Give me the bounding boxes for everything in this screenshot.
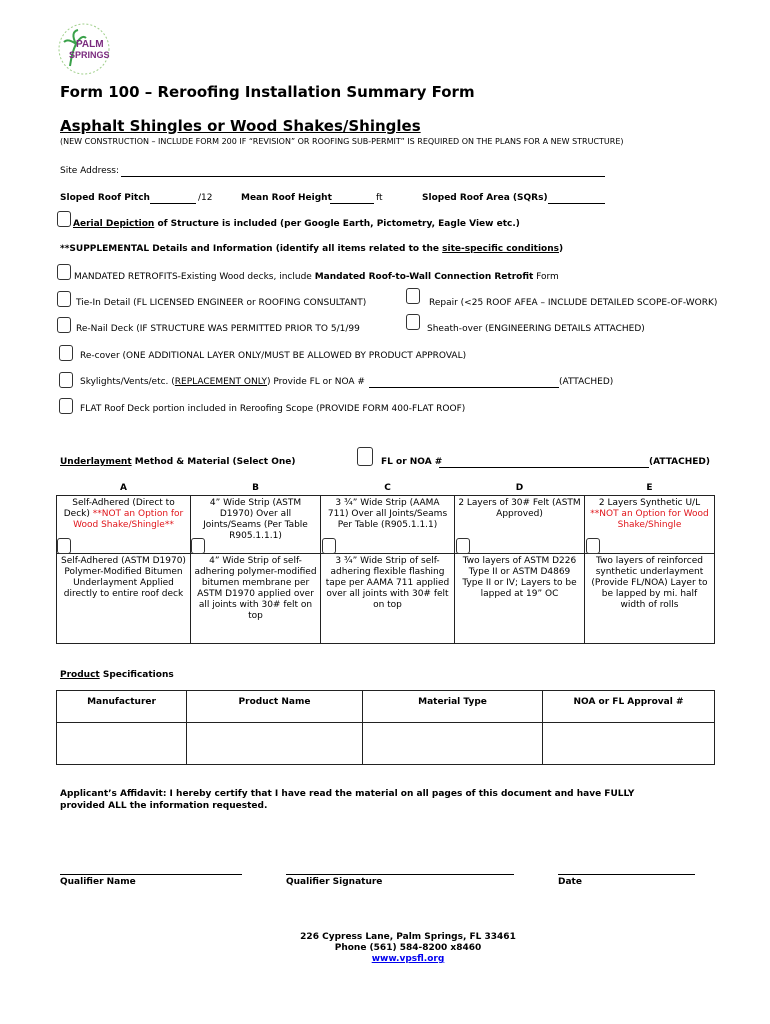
flat-roof-text: FLAT Roof Deck portion included in Reroofing Scope (PROVIDE FORM 400-FLAT ROOF): [80, 404, 466, 414]
product-header-row: [57, 691, 715, 723]
method-b-description: [191, 496, 321, 554]
footer-website-link[interactable]: www.vpsfl.org: [371, 954, 445, 964]
aerial-depiction-text: [73, 219, 520, 230]
product-specifications-heading: [60, 670, 174, 681]
sloped-roof-area-input[interactable]: [548, 192, 605, 204]
method-letter-b: B: [252, 483, 259, 493]
product-heading-rest: Specifications: [99, 670, 174, 680]
logo-text-bottom: SPRINGS: [69, 50, 110, 60]
method-detail-row: [57, 554, 715, 644]
sheath-over-text: Sheath-over (ENGINEERING DETAILS ATTACHED): [427, 324, 645, 334]
method-letter-c: C: [384, 483, 391, 493]
tie-in-detail-text: Tie-In Detail (FL LICENSED ENGINEER or ROOFING CONSULTANT): [76, 298, 367, 308]
renail-deck-text: Re-Nail Deck (IF STRUCTURE WAS PERMITTED PRIOR TO 5/1/99: [76, 324, 360, 334]
underlayment-noa-label: FL or NOA #: [381, 457, 443, 467]
product-heading-underlined: Product: [60, 670, 100, 680]
method-letter-a: A: [120, 483, 127, 493]
underlayment-rest: Method & Material (Select One): [131, 457, 296, 467]
method-d-checkbox[interactable]: [456, 538, 470, 554]
supplemental-post: ): [559, 244, 564, 254]
skylights-noa-input[interactable]: [369, 376, 559, 388]
method-c-detail: 3 ¾” Wide Strip of self-adhering flexible flashing tape per AAMA 711 applied over all joints with 30# felt on top: [321, 554, 455, 644]
method-letter-row: [57, 482, 715, 496]
method-c-text: 3 ¾” Wide Strip (AAMA 711) Over all Joints/Seams Per Table (R905.1.1.1): [327, 498, 448, 530]
skylights-checkbox[interactable]: [59, 372, 73, 388]
skylights-underlined: REPLACEMENT ONLY: [174, 377, 268, 387]
qualifier-signature-line[interactable]: [286, 874, 514, 875]
sloped-roof-area-label: Sloped Roof Area (SQRs): [422, 193, 548, 203]
form-title: Form 100 – Reroofing Installation Summary Form: [60, 83, 475, 101]
product-name-cell[interactable]: [187, 723, 363, 765]
method-e-checkbox[interactable]: [586, 538, 600, 554]
method-a-red: **NOT an Option for Wood Shake/Shingle**: [73, 509, 184, 530]
method-b-text: 4” Wide Strip (ASTM D1970) Over all Joints/Seams (Per Table R905.1.1.1): [203, 498, 308, 541]
footer-phone: Phone (561) 584-8200 x8460: [334, 943, 482, 953]
method-a-text: Self-Adhered (Direct to Deck): [63, 498, 175, 519]
method-e-red: **NOT an Option for Wood Shake/Shingle: [590, 509, 709, 530]
method-letter-d: D: [515, 483, 524, 493]
skylights-pre: Skylights/Vents/etc. (: [80, 377, 175, 387]
repair-checkbox[interactable]: [406, 288, 420, 304]
supplemental-underlined: site-specific conditions: [442, 244, 559, 254]
tie-in-detail-checkbox[interactable]: [57, 291, 71, 307]
aerial-depiction-link-text: Aerial Depiction: [73, 219, 155, 229]
fl-noa-checkbox[interactable]: [357, 447, 373, 466]
qualifier-signature-label: Qualifier Signature: [286, 877, 383, 887]
method-a-description: [57, 496, 191, 554]
flat-roof-checkbox[interactable]: [59, 398, 73, 414]
supplemental-heading: [60, 244, 563, 255]
method-d-description: [455, 496, 585, 554]
renail-deck-checkbox[interactable]: [57, 317, 71, 333]
product-specifications-table: [56, 690, 715, 765]
recover-checkbox[interactable]: [59, 345, 73, 361]
approval-number-header: NOA or FL Approval #: [543, 691, 715, 723]
method-c-description: [321, 496, 455, 554]
site-address-label: Site Address:: [60, 166, 120, 176]
footer-address: 226 Cypress Lane, Palm Springs, FL 33461: [300, 932, 516, 942]
manufacturer-header: Manufacturer: [57, 691, 187, 723]
method-d-detail: Two layers of ASTM D226 Type II or ASTM D4869 Type II or IV; Layers to be lapped at 19” OC: [455, 554, 585, 644]
qualifier-name-line[interactable]: [60, 874, 242, 875]
aerial-depiction-checkbox[interactable]: [57, 211, 71, 227]
mean-roof-height-suffix: ft: [376, 193, 383, 203]
recover-text: Re-cover (ONE ADDITIONAL LAYER ONLY/MUST BE ALLOWED BY PRODUCT APPROVAL): [80, 351, 467, 361]
method-a-detail: Self-Adhered (ASTM D1970) Polymer-Modified Bitumen Underlayment Applied directly to entire roof deck: [57, 554, 191, 644]
repair-text: Repair (<25 ROOF AFEA – INCLUDE DETAILED SCOPE-OF-WORK): [429, 298, 718, 308]
mandated-pre: MANDATED RETROFITS-Existing Wood decks, include: [74, 272, 315, 282]
method-e-text: 2 Layers Synthetic U/L: [598, 498, 701, 508]
date-label: Date: [558, 877, 582, 887]
sloped-roof-pitch-label: Sloped Roof Pitch: [60, 193, 150, 203]
method-letter-e: E: [646, 483, 653, 493]
date-line[interactable]: [558, 874, 695, 875]
method-a-checkbox[interactable]: [57, 538, 71, 554]
aerial-depiction-rest: of Structure is included (per Google Earth, Pictometry, Eagle View etc.): [154, 219, 520, 229]
mean-roof-height-input[interactable]: [330, 192, 374, 204]
method-b-checkbox[interactable]: [191, 538, 205, 554]
qualifier-name-label: Qualifier Name: [60, 877, 136, 887]
method-e-detail: Two layers of reinforced synthetic underlayment (Provide FL/NOA) Layer to be lapped by mi. half width of rolls: [585, 554, 715, 644]
logo-text-top: PALM: [76, 39, 104, 50]
form-subtitle: Asphalt Shingles or Wood Shakes/Shingles: [60, 117, 421, 135]
skylights-post: ) Provide FL or NOA #: [267, 377, 365, 387]
method-description-row: [57, 496, 715, 554]
mandated-retrofits-checkbox[interactable]: [57, 264, 71, 280]
mandated-post: Form: [533, 272, 559, 282]
method-e-description: [585, 496, 715, 554]
underlayment-attached: (ATTACHED): [649, 457, 711, 467]
mandated-bold: Mandated Roof-to-Wall Connection Retrofit: [314, 272, 534, 282]
mandated-retrofits-text: [74, 272, 559, 283]
palm-springs-logo: [56, 22, 112, 76]
applicant-affidavit: Applicant’s Affidavit: I hereby certify that I have read the material on all pages of this document and have FULLY provided ALL the information requested.: [60, 789, 635, 811]
method-b-detail: 4” Wide Strip of self-adhering polymer-modified bitumen membrane per ASTM D1970 applied over all joints with 30# felt on top: [191, 554, 321, 644]
skylights-text: [80, 377, 365, 388]
mean-roof-height-label: Mean Roof Height: [241, 193, 332, 203]
underlayment-noa-input[interactable]: [439, 456, 649, 468]
manufacturer-cell[interactable]: [57, 723, 187, 765]
underlayment-underlined: Underlayment: [60, 457, 132, 467]
skylights-attached: (ATTACHED): [559, 377, 614, 387]
method-d-text: 2 Layers of 30# Felt (ASTM Approved): [458, 498, 581, 519]
method-c-checkbox[interactable]: [322, 538, 336, 554]
underlayment-heading: [60, 457, 295, 468]
site-address-input[interactable]: [121, 165, 605, 177]
supplemental-pre: **SUPPLEMENTAL Details and Information (identify all items related to the: [60, 244, 443, 254]
sheath-over-checkbox[interactable]: [406, 314, 420, 330]
approval-number-cell[interactable]: [543, 723, 715, 765]
new-construction-notice: (NEW CONSTRUCTION – INCLUDE FORM 200 IF “REVISION” OR ROOFING SUB-PERMIT” IS REQUIRED ON THE PLANS FOR A NEW STRUCTURE): [60, 137, 624, 146]
sloped-roof-pitch-suffix: /12: [198, 193, 213, 203]
underlayment-method-table: [56, 482, 715, 644]
material-type-cell[interactable]: [363, 723, 543, 765]
product-name-header: Product Name: [187, 691, 363, 723]
product-entry-row: [57, 723, 715, 765]
sloped-roof-pitch-input[interactable]: [150, 192, 196, 204]
material-type-header: Material Type: [363, 691, 543, 723]
